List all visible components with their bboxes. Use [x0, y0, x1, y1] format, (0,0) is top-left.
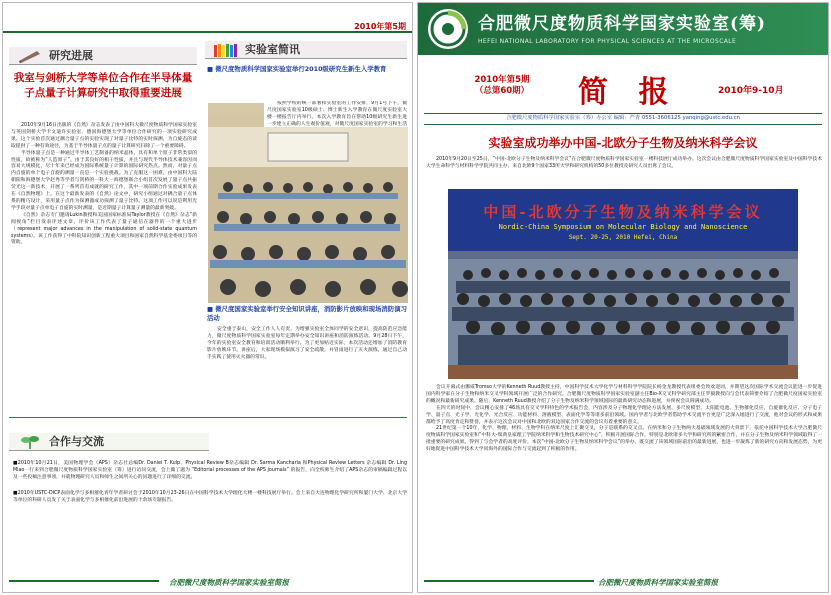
research-para-1: 2010年9月16日出版的《自然》杂志发表了由中国科大微尺度物质科学国家实验室与英国剑桥大学卡文迪许实验室、德国海德堡大学等单位合作研究的一项实验研究成果。这个实验首次通过耦合量子点的实验实现了对量子比特的实时探测，为自旋态的读取提供了一种有效途径，为基于半导体量子点的量子计算研究扫除了一个重要障碍。 [11, 123, 197, 149]
research-article-body [11, 123, 197, 247]
issue-info [462, 75, 542, 97]
cooperation-divider [9, 417, 407, 418]
issue-number: 2010年第5期 [474, 75, 530, 85]
cooperation-body [13, 461, 407, 505]
footer-bar-left [9, 580, 159, 582]
lead-article-intro: 2010年9月20日至25日，“中国-北欧分子生物及纳米科学会议”在合肥微尺度物质科学国家实验室一楼科技展厅成功举办。这次会议由合肥微尺度物质科学国家实验室及中国科学技术大学生命科学与材料科学学院共同主办，来自北欧9个国家33所大学和研究机构的50多位教授及研究人员出席了会议。 [426, 157, 822, 169]
cooperation-item-2: ■2010年USTC-DICP表面化学与多相催化青年学者研讨会于2010年10月23-26日在中国科学技术大学理化大楼一楼科技展厅举行。会上来自大连物理化学研究所和厦门大学、北京大学等单位的科研人员发了关于表面化学与多相催化前沿进展的十余场专题报告。 [13, 490, 407, 503]
cooperation-section-header [9, 433, 209, 451]
lab-news-section-heading: 实验室简讯 [245, 43, 300, 56]
lab-news-item1-body: 按照学校的统一部署和实验室的工作安排，9月1号下午，微尺度国家实验室10级硕士、博士新生入学教育在微尺度实验室大楼一楼报告厅内举行。本次入学教育旨在帮助10级研究生新生进一步建立正确的人生观价值观，对微尺度国家实验室的学习和生活 [267, 101, 407, 127]
right-page [417, 2, 829, 593]
lab-news-item2-title: ■ 微尺度国家实验室举行安全知识讲座，消防影片放映和现场消防演习活动 [207, 305, 407, 322]
lead-body-para-1: 会议开幕式由挪威Tromso大学的Kenneth Ruud教授主持，中国科学技术大学化学与材料科学学院院长杨金龙教授代表组委会致欢迎词，并期望这次国际学术交流会议能进一步促进国内科学家在分子生物和纳米交叉学科领域开展广泛的合作研究。合肥微尺度物质科学国家实验室副主任Bio-X交叉科学研究部主任罗毅教授向与会代表简要介绍了合肥微尺度国家实验室的概况和最新研究成果。随后，Kenneth Ruud教授介绍了分子生物及纳米科学领域国际的最新研究动态和进展，并预祝会议圆满成功。 [426, 385, 822, 404]
research-section-heading: 研究进展 [49, 49, 93, 62]
footer-text: 合肥微尺度物质科学国家实验室简报 [169, 578, 289, 587]
lead-body-para-3: 21世纪第一个10年，化学、物理、材料、生物学科在纳米尺度上汇聚交叉，分子是联系的交叉点。在纳米和分子生物两大基础领域发展的大背景下，依托中国科学技术大学合肥微尺度物质科学国家实验室和“中科大-瑞典皇家理工学院纳米科学和生物技术研究中心”，积极开展国际合作，特别是北欧诸多大学和研究所的紧密合作，并在分子生物及纳米科学领域取得了一批重要的研究成果。得到了与会学者的高度评价。本次“中国-北欧分子生物及纳米科学会议”的举办，既交流了该领域国际前沿的最新进展，也进一步凝炼了新的研究方向和发展态势，为更好地促进中国科学技术大学同海外的国际合作与交流起到了积极的作用。 [426, 426, 822, 453]
group-photo [448, 189, 798, 379]
sponsor-line: 合肥微尺度物质科学国家实验室（筹）办公室 编辑：严青 0551-3606125 yanqing@ustc.edu.cn [424, 113, 822, 125]
issue-tag: 2010年第5期 [354, 22, 406, 31]
lead-body-para-2: 在四天的时间中，会议精心安排了46场具有交叉学科特色的学术报告会，内容涉及分子物理化学理论方法发展、多尺度模型、太阳能电池、生物催化反应、自旋催化反应、分子电子学、量子点、光子学、光化学、光合反应、功能材料、溶液模型、表面化学等等诸多前沿领域。国内学者与北欧学者借助学术交流平台更是广泛深入地进行了交流，他对会议的形式和成果都给予了高度肯定和赞誉，并表示这次会议对中国和北欧的双边国家合作交流的会议有着重要的意义。 [426, 405, 822, 425]
crayons-icon [213, 43, 239, 57]
top-rule [3, 31, 412, 33]
lab-news-item2-body: 安全重于泰山，安全工作人人有责。为增强实验室全体同学的安全意识，提高防范应急能力，微尺度物质科学国家实验室每年定期举办安全知识讲座和消防演练活动。9月28日下午，今年的实验室安全教育和培训活动顺利举行。为了更加贴近实际，本次活动还增加了消防教育影片放映环节。讲座后，大家现场模拟演习了安全疏散，并冒雨进行了灭火演练，通过自己动手实践了使用灭火器的常识。 [207, 327, 407, 360]
masthead-english: HEFEI NATIONAL LABORATORY FOR PHYSICAL SCIENCES AT THE MICROSCALE [478, 38, 737, 45]
orientation-photo-graphic [208, 127, 408, 303]
masthead-title: 合肥微尺度物质科学国家实验室(筹) [478, 14, 767, 34]
banner-chinese-title: 中国-北欧分子生物及纳米科学会议 [483, 203, 763, 221]
lab-logo-icon [426, 7, 470, 51]
left-page [2, 2, 413, 593]
footer-text-right: 合肥微尺度物质科学国家实验室简报 [598, 578, 718, 587]
banner-date: Sept. 20-25, 2010 Hefei, China [568, 234, 678, 241]
cooperation-item-1: ■2010年10月21日，美国物理学会（APS）杂志社总编Dr. Daniel T. Kulp、Physical Review B杂志编辑 Dr. Sarma Kancharla 和Physical Review Letters 杂志编辑 Dr. Ling Miao一行来到合肥微尺度物质科学国家实验室（筹）进行访问交流，会上做了题为 “Editorial processes of the APS journals” 的报告，向全校师生介绍了APS杂志的审稿编辑过程以及一些投稿注意事项，并就物理研究人员和师生之间所关心的问题进行了详细的交流。 [13, 461, 407, 480]
orientation-photo [208, 127, 408, 303]
research-section-header [9, 47, 197, 65]
brief-title: 简 报 [578, 75, 679, 110]
research-article-title: 我室与剑桥大学等单位合作在半导体量子点量子计算研究中取得重要进展 [13, 72, 193, 99]
lab-news-body [207, 65, 407, 74]
research-para-3: 《自然》杂志专门邀请Lukin教授和美国国家标准局Taylor教授在《自然》杂志“新闻视角”栏目发表评述文章，评价该工作代表了量子通信在器件的一个重大进步（represent major advances in the manipulation of solid-state quantum systems）。该工作获得了中科院知识创新工程重大项目和国家自然科学基金委项目等的资助。 [11, 212, 197, 246]
lead-article-title: 实验室成功举办中国-北欧分子生物及纳米科学会议 [488, 136, 758, 150]
pen-icon [17, 49, 43, 63]
research-para-2: 半导体量子点是一种通过半导体工艺制备的纳米晶体，具有和单个原子非常类似的性质，故被称为“人造原子”。由于其良好的相干性质，并且与现代半导体技术兼容因而容易大规模化，尽十年来已经成为国际系统量子计算的国际研究热点。然而，对量子点内自旋的单个电子自旋的测量一直是一个实验挑战。为了克服这一困难，由中国科大陆朝阳和海德堡大学赵秀等学者与剑桥的一科大一海德堡联合小组首次发展了量子点共振荧光这一新技术，开展了一系列首有成就的研究工作，其中一项前期合作实验成果发表在《自然物理》上。在这个最新发表的《自然》论文中，研究小组通过对耦合量子点体系的精巧设计，采用量子点作为探测器成功探测了量子比特。这项工作可以说是利用光学手段对量子点单电子自旋的实时测量，是近期量子计算量子测量的最新突破。 [11, 150, 197, 211]
lab-news-section-header [205, 41, 407, 59]
masthead [418, 3, 829, 55]
issue-total: （总第60期） [474, 86, 530, 96]
seedling-icon [17, 435, 43, 449]
banner-english-title: Nordic-China Symposium on Molecular Biology and Nanoscience [498, 223, 748, 231]
issue-date: 2010年9-10月 [718, 86, 784, 96]
lab-news-item1-title: ■ 微尺度物质科学国家实验室举行2010级研究生新生入学教育 [207, 65, 387, 73]
lead-article-body [426, 385, 822, 454]
cooperation-section-heading: 合作与交流 [49, 435, 104, 448]
footer-bar-right [424, 580, 594, 582]
lab-news-item2 [207, 305, 407, 362]
